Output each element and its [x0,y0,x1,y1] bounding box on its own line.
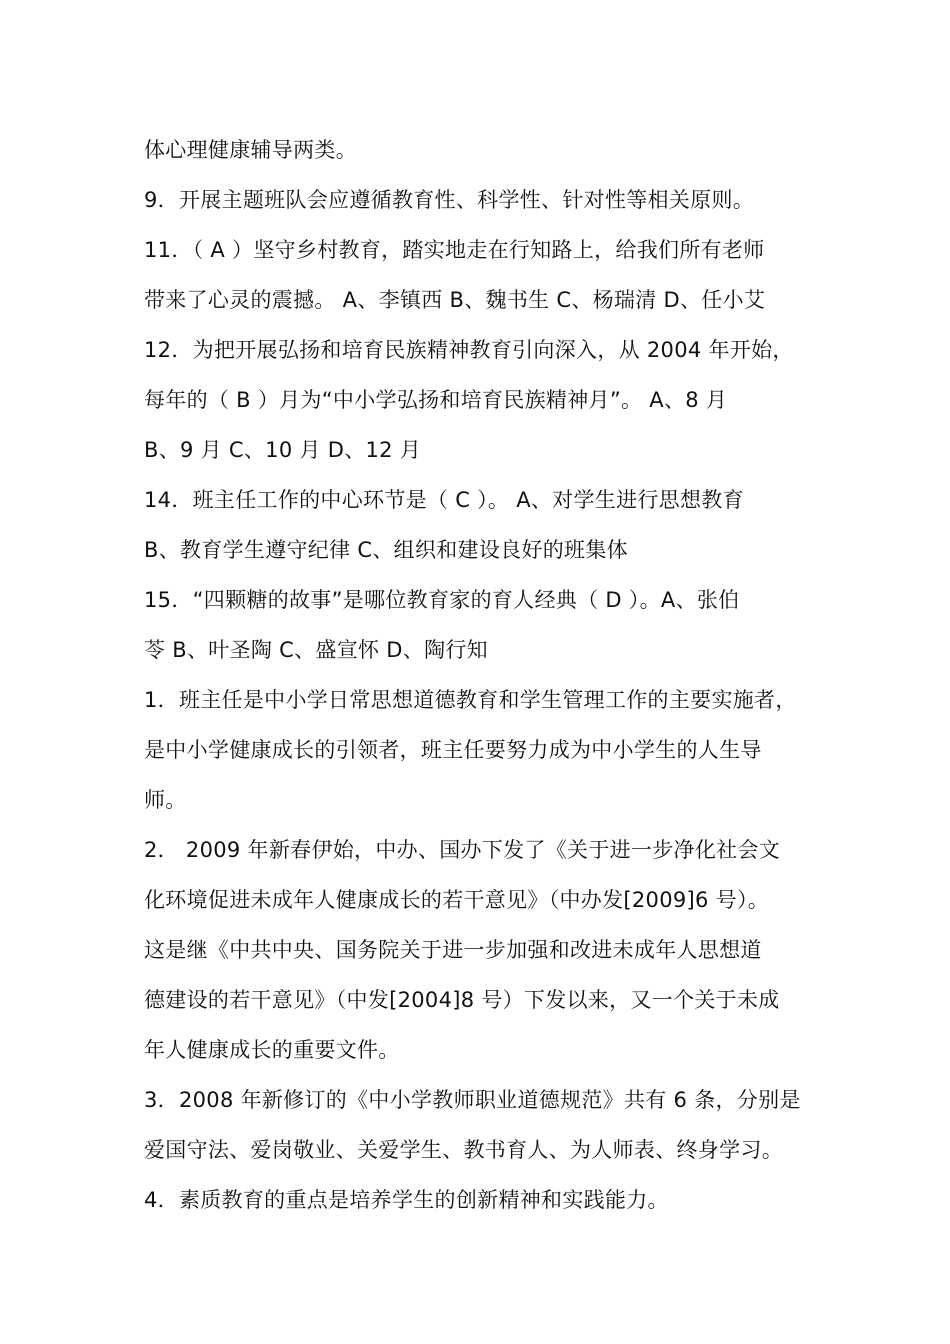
text-line: 15．“四颗糖的故事”是哪位教育家的育人经典（ D ）。A、张伯 [144,588,740,612]
text-line: B、9 月 C、10 月 D、12 月 [144,438,422,462]
text-line: 带来了心灵的震撼。 A、李镇西 B、魏书生 C、杨瑞清 D、任小艾 [144,288,766,312]
text-line: 体心理健康辅导两类。 [144,138,357,162]
text-line: 12．为把开展弘扬和培育民族精神教育引向深入，从 2004 年开始， [144,338,794,362]
text-line: 德建设的若干意见》（中发[2004]8 号）下发以来，又一个关于未成 [144,988,780,1012]
text-line: 苓 B、叶圣陶 C、盛宣怀 D、陶行知 [144,638,488,662]
text-line: 这是继《中共中央、国务院关于进一步加强和改进未成年人思想道 [144,938,762,962]
text-line: 化环境促进未成年人健康成长的若干意见》（中办发[2009]6 号）。 [144,888,770,912]
text-line: 是中小学健康成长的引领者，班主任要努力成为中小学生的人生导 [144,738,762,762]
text-line: 4．素质教育的重点是培养学生的创新精神和实践能力。 [144,1188,669,1212]
text-line: 9．开展主题班队会应遵循教育性、科学性、针对性等相关原则。 [144,188,755,212]
text-line: 年人健康成长的重要文件。 [144,1038,400,1062]
text-line: 2． 2009 年新春伊始，中办、国办下发了《关于进一步净化社会文 [144,838,781,862]
text-line: 爱国守法、爱岗敬业、关爱学生、教书育人、为人师表、终身学习。 [144,1138,783,1162]
text-line: 3．2008 年新修订的《中小学教师职业道德规范》共有 6 条，分别是 [144,1088,801,1112]
text-line: 师。 [144,788,187,812]
text-line: 14．班主任工作的中心环节是（ C ）。 A、对学生进行思想教育 [144,488,744,512]
text-line: 1．班主任是中小学日常思想道德教育和学生管理工作的主要实施者， [144,688,797,712]
text-line: 每年的（ B ）月为“中小学弘扬和培育民族精神月”。 A、8 月 [144,388,728,412]
text-line: B、教育学生遵守纪律 C、组织和建设良好的班集体 [144,538,628,562]
text-line: 11．（ A ）坚守乡村教育，踏实地走在行知路上，给我们所有老师 [144,238,765,262]
